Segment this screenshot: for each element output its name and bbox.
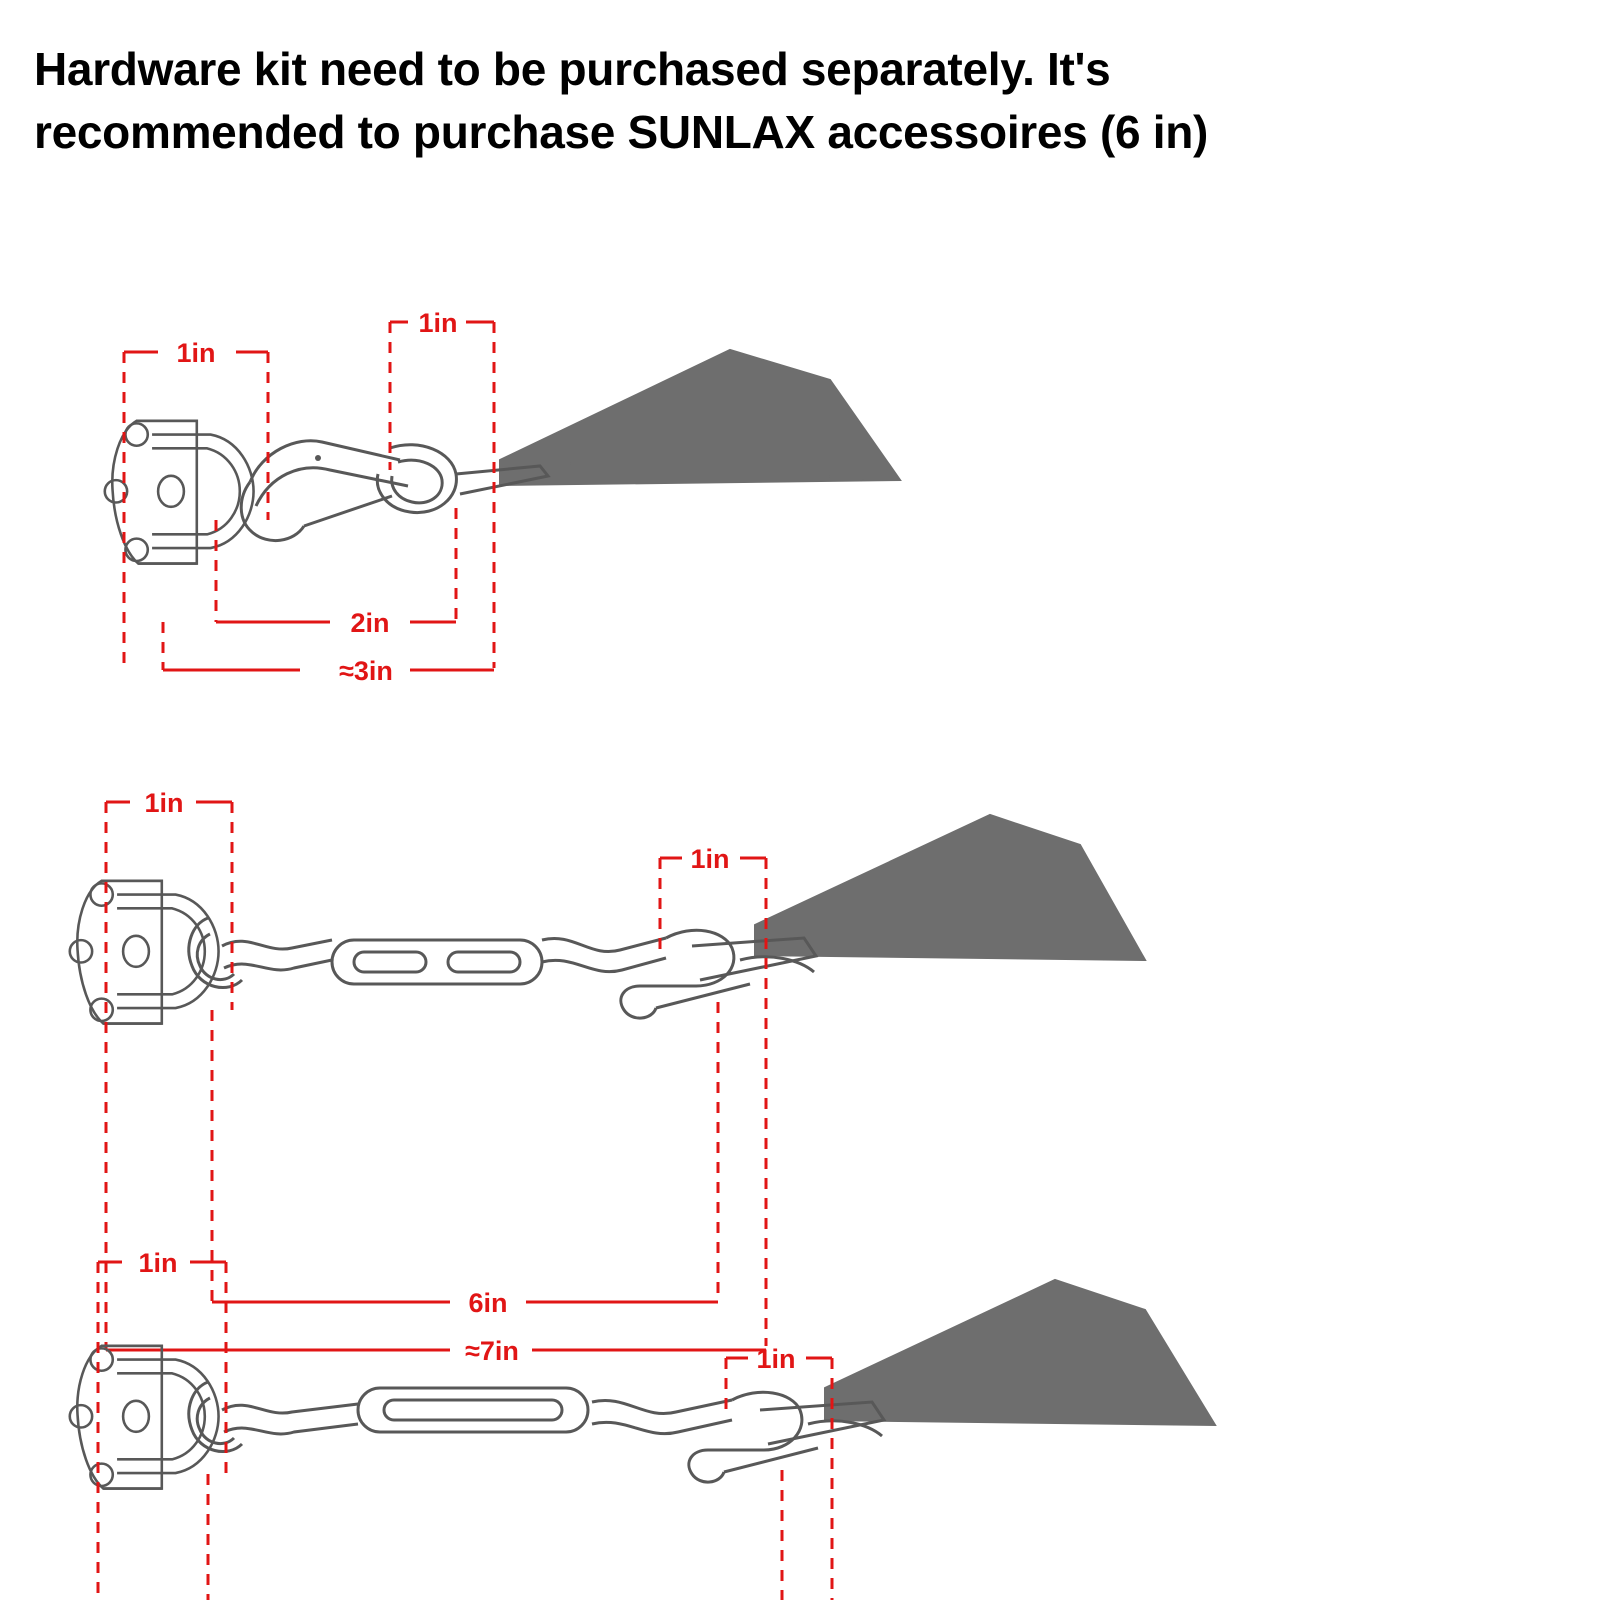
cable-run-right	[542, 938, 666, 972]
cable-run	[189, 918, 332, 988]
assembly-3in	[105, 308, 900, 686]
dimension-2in	[216, 508, 456, 638]
shade-sail-corner	[500, 350, 900, 485]
dim-label-1in-left: 1in	[138, 1248, 178, 1278]
hardware-diagram	[0, 270, 1600, 1600]
dim-label-1in-left: 1in	[144, 788, 184, 818]
dimension-8in	[208, 1470, 782, 1600]
pad-eye-plate	[105, 421, 254, 564]
dimension-1in-right	[660, 844, 766, 1346]
dim-label-2in: 2in	[350, 608, 390, 638]
dim-label-3in: ≈3in	[339, 656, 393, 686]
dimension-1in-right	[726, 1344, 832, 1600]
dim-label-1in-right: 1in	[690, 844, 730, 874]
page-title: Hardware kit need to be purchased separately. It's recommended to purchase SUNLAX accessoires (6 in)	[34, 43, 1209, 158]
dim-label-1in-right: 1in	[756, 1344, 796, 1374]
turnbuckle	[332, 940, 542, 984]
dimension-7in-total	[106, 1336, 766, 1366]
diagram-svg	[0, 270, 1600, 1600]
dimension-3in-total	[163, 622, 494, 686]
cable-run-right	[592, 1400, 732, 1434]
dim-label-1in-right: 1in	[418, 308, 458, 338]
turnbuckle	[358, 1388, 588, 1432]
dim-label-7in: ≈7in	[465, 1336, 519, 1366]
dim-label-1in-left: 1in	[176, 338, 216, 368]
shade-sail-corner	[755, 815, 1145, 960]
dimension-6in	[212, 1002, 718, 1318]
shade-sail-corner	[825, 1280, 1215, 1425]
assembly-7in	[70, 788, 1145, 1366]
dim-label-6in: 6in	[468, 1288, 508, 1318]
snap-hook	[241, 441, 408, 541]
